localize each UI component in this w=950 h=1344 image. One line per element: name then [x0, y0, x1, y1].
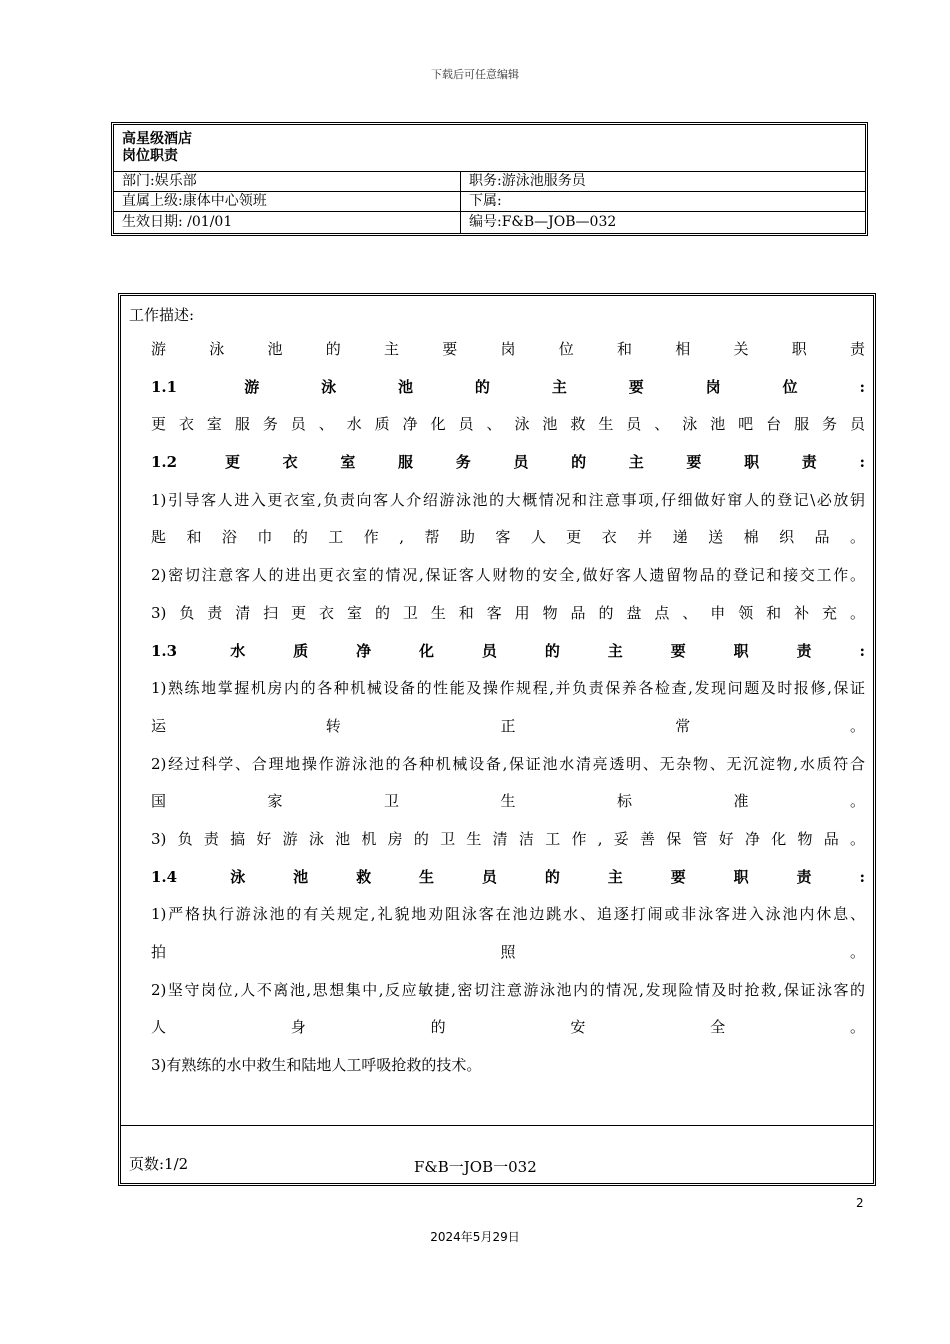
header-note: 下载后可任意编辑: [431, 68, 519, 81]
section-heading: 1.4 泳池救生员的主要职责:: [151, 867, 865, 886]
doc-title: 岗位职责: [122, 148, 178, 164]
info-row: [114, 192, 865, 212]
description-line: 3)负责清扫更衣室的卫生和客用物品的盘点、申领和补充。: [151, 603, 865, 622]
description-line: 游泳池的主要岗位和相关职责: [151, 340, 865, 358]
description-line: 拍照。: [151, 943, 865, 961]
job-info-table: [111, 122, 868, 236]
description-line: 2)坚守岗位,人不离池,思想集中,反应敏捷,密切注意游泳池内的情况,发现险情及时抢救,保证泳客的: [151, 980, 865, 999]
footer-date: 2024年5月29日: [430, 1230, 520, 1244]
description-lines: [151, 331, 865, 1085]
description-line: 2)密切注意客人的进出更衣室的情况,保证客人财物的安全,做好客人遗留物品的登记和接交工作。: [151, 566, 865, 585]
section-heading: 1.3 水质净化员的主要职责:: [151, 641, 865, 660]
position-cell: 职务:游泳池服务员: [469, 173, 586, 189]
supervisor-cell: 直属上级:康体中心领班: [114, 192, 461, 211]
description-line: 1)熟练地掌握机房内的各种机械设备的性能及操作规程,并负责保养各检查,发现问题及时报修,保证: [151, 679, 865, 698]
description-line: 3)有熟练的水中救生和陆地人工呼吸抢救的技术。: [151, 1056, 482, 1075]
description-label: 工作描述:: [129, 306, 195, 324]
description-line: 匙和浴巾的工作,帮助客人更衣并递送棉织品。: [151, 528, 865, 547]
description-line: 国家卫生标准。: [151, 792, 865, 811]
page-code: F&B一JOB一032: [414, 1158, 537, 1176]
info-row: [114, 212, 865, 233]
effective-date-cell: 生效日期: /01/01: [114, 212, 461, 233]
section-heading: 1.2 更衣室服务员的主要职责:: [151, 453, 865, 472]
subordinate-cell: 下属:: [469, 193, 502, 209]
section-heading: 1.1 游泳池的主要岗位:: [151, 377, 865, 396]
description-line: 3)负责搞好游泳池机房的卫生清洁工作,妥善保管好净化物品。: [151, 829, 865, 848]
description-line: 运转正常。: [151, 716, 865, 735]
description-line: 人身的安全。: [151, 1018, 865, 1037]
info-title: [114, 125, 865, 172]
info-row: [114, 172, 865, 192]
description-line: 1)严格执行游泳池的有关规定,礼貌地劝阻泳客在池边跳水、追逐打闹或非泳客进入泳池内休息、: [151, 905, 865, 924]
description-line: 更衣室服务员、水质净化员、泳池救生员、泳池吧台服务员: [151, 415, 865, 434]
department-cell: 部门:娱乐部: [114, 172, 461, 191]
description-line: 2)经过科学、合理地操作游泳池的各种机械设备,保证池水清亮透明、无杂物、无沉淀物,水质符合: [151, 754, 865, 773]
description-line: 1)引导客人进入更衣室,负责向客人介绍游泳池的大概情况和注意事项,仔细做好窜人的登记\必放钥: [151, 490, 865, 509]
job-description-box: [118, 293, 876, 1186]
divider: [121, 1125, 873, 1126]
page-count: 页数:1/2: [129, 1155, 189, 1173]
hotel-title: 高星级酒店: [122, 131, 192, 147]
page-number: 2: [856, 1196, 864, 1210]
code-cell: 编号:F&B—JOB—032: [469, 214, 617, 230]
